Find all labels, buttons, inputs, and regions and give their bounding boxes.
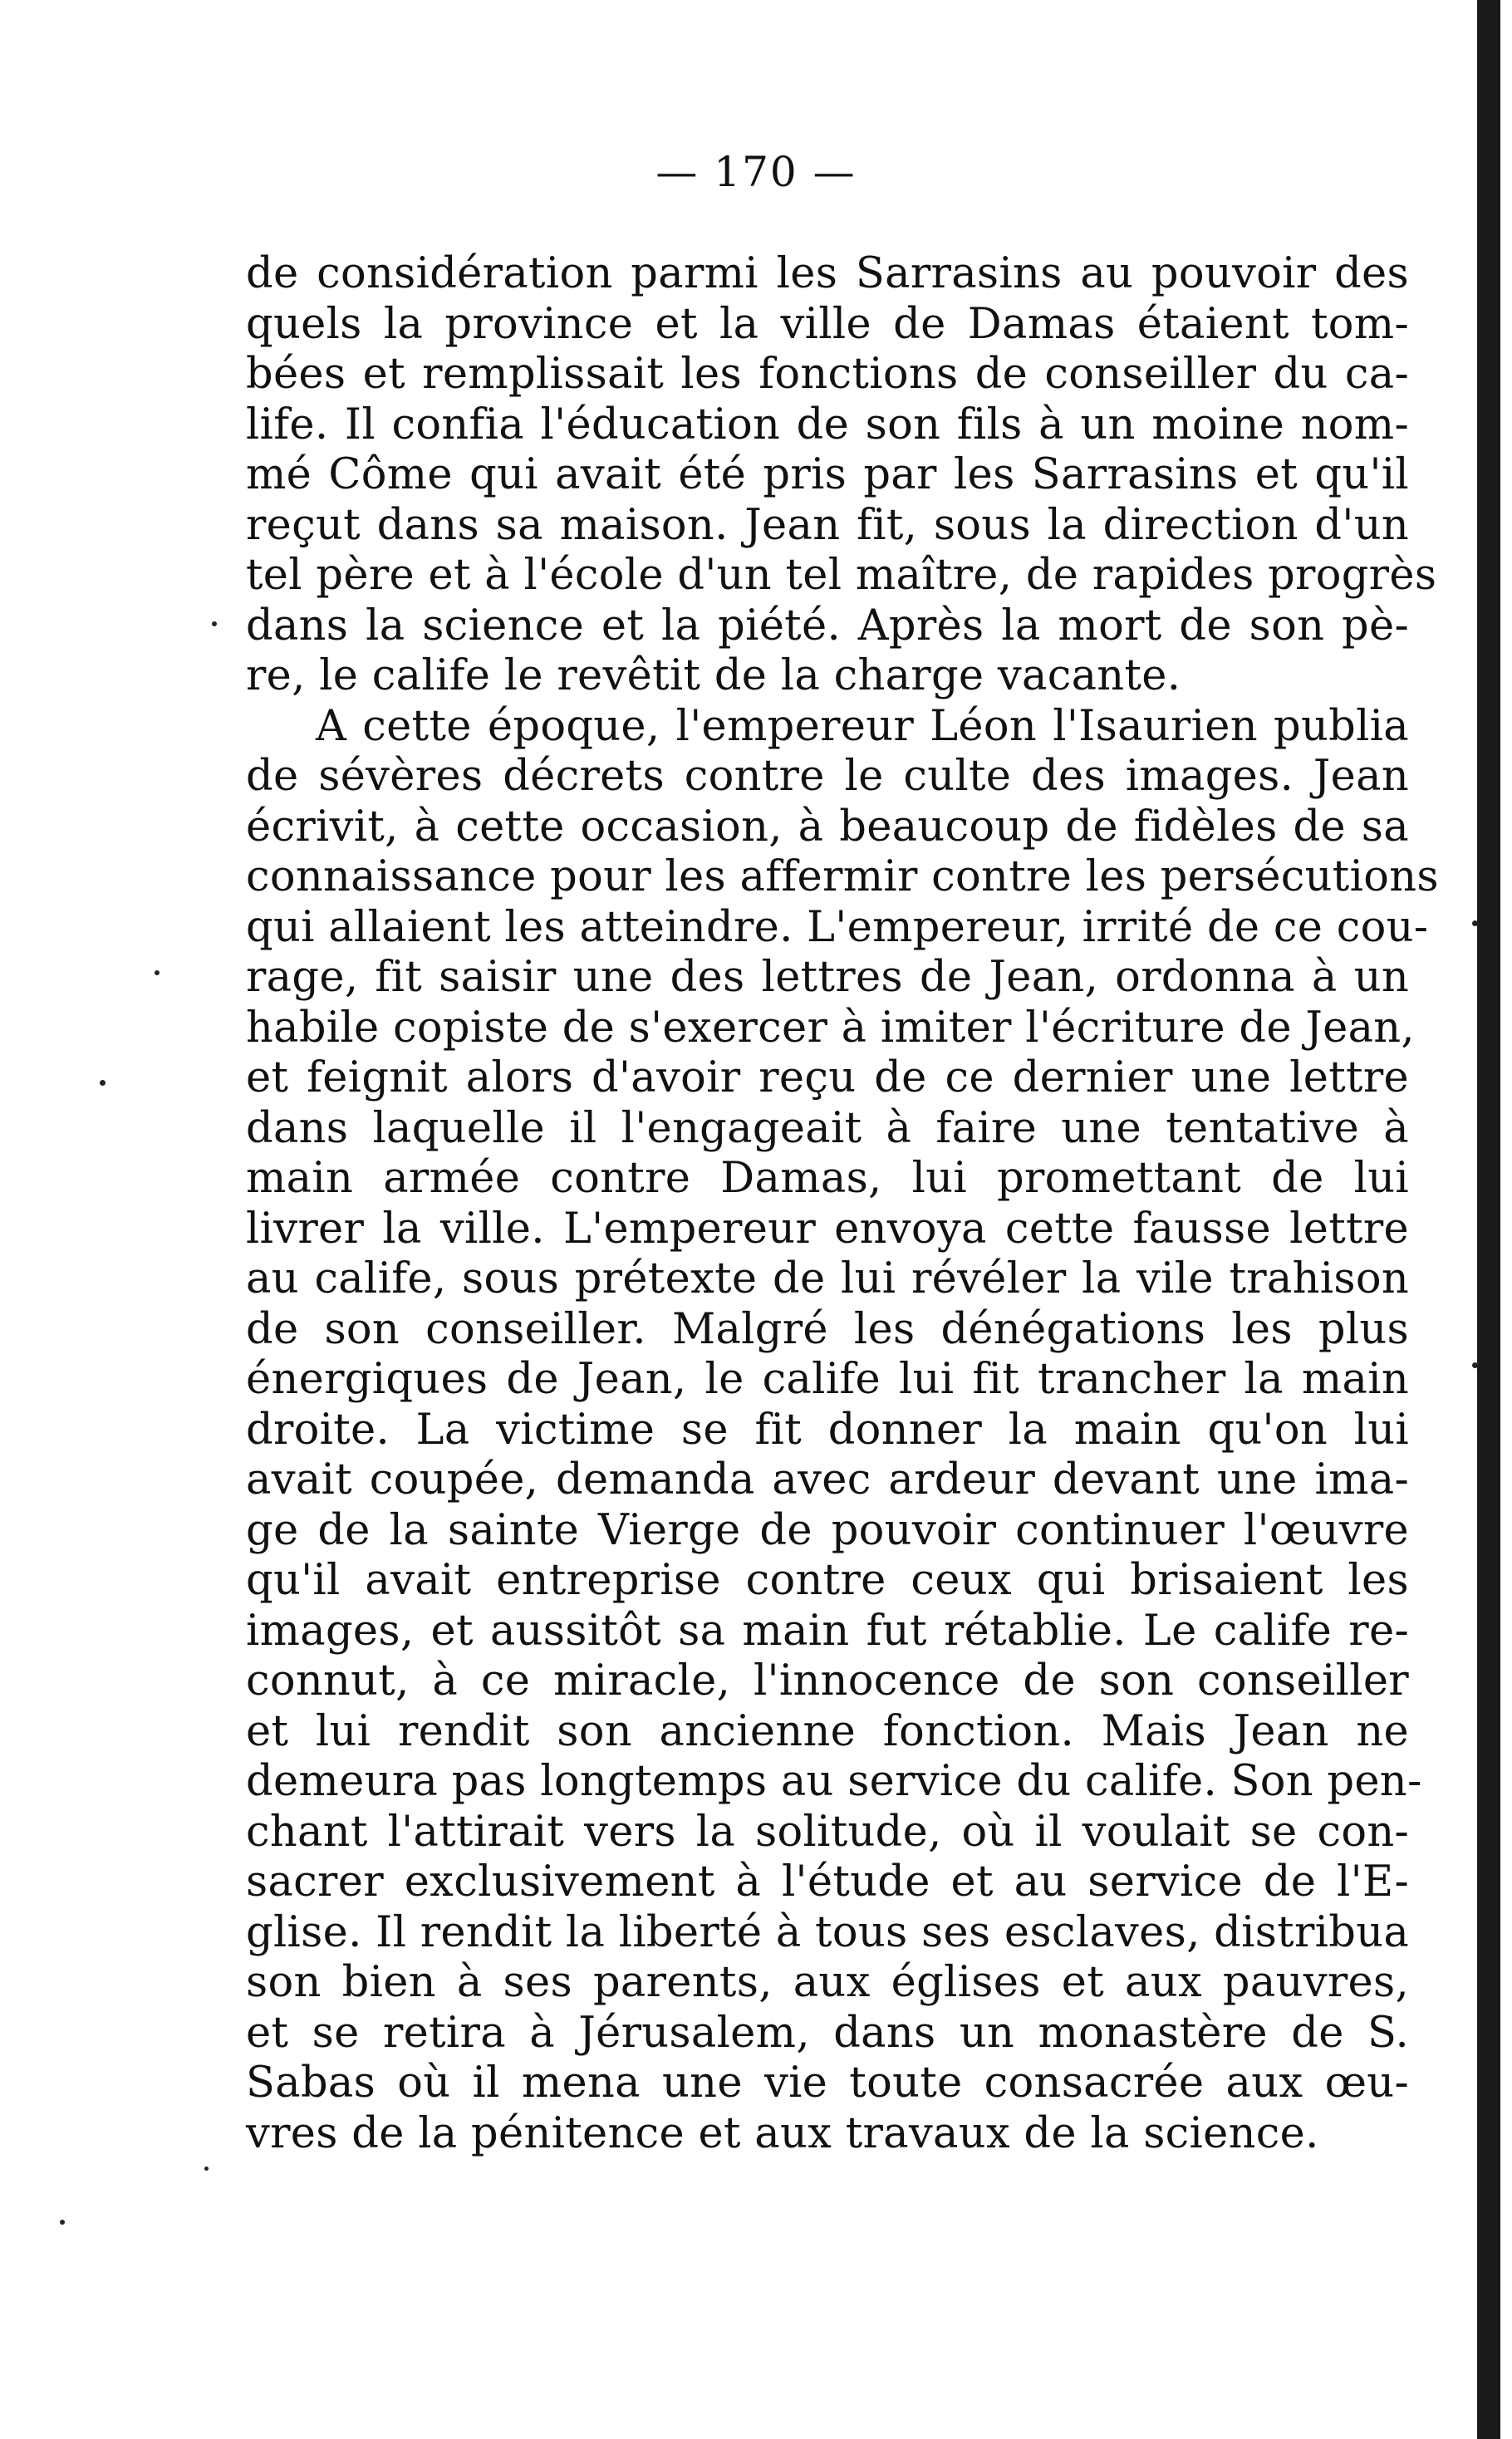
scan-speck (1472, 920, 1478, 926)
text-line: glise. Il rendit la liberté à tous ses esclaves, distribua (246, 1907, 1410, 1957)
text-line: habile copiste de s'exercer à imiter l'écriture de Jean, (246, 1003, 1415, 1053)
text-line: vres de la pénitence et aux travaux de la science. (246, 2108, 1319, 2158)
text-line: au calife, sous prétexte de lui révéler la vile trahison (246, 1254, 1409, 1303)
scan-speck (1472, 1362, 1478, 1368)
scan-speck (100, 1080, 106, 1086)
text-line: écrivit, à cette occasion, à beaucoup de fidèles de sa (246, 802, 1409, 851)
text-line: Sabas où il mena une vie toute consacrée aux œu- (246, 2059, 1409, 2108)
scan-speck (212, 621, 217, 626)
scan-speck (60, 2220, 65, 2225)
text-line: images, et aussitôt sa main fut rétablie. Le calife re- (246, 1606, 1409, 1656)
text-line: de son conseiller. Malgré les dénégations les plus (246, 1304, 1409, 1354)
text-line: sacrer exclusivement à l'étude et au service de l'E- (246, 1857, 1409, 1907)
text-line: qu'il avait entreprise contre ceux qui brisaient les (246, 1556, 1409, 1605)
text-line: quels la province et la ville de Damas étaient tom- (246, 299, 1409, 349)
text-line: de sévères décrets contre le culte des images. Jean (246, 752, 1409, 801)
text-line: et se retira à Jérusalem, dans un monastère de S. (246, 2008, 1409, 2058)
text-line: rage, fit saisir une des lettres de Jean, ordonna à un (246, 953, 1409, 1002)
text-line: main armée contre Damas, lui promettant de lui (246, 1154, 1409, 1203)
text-line: re, le calife le revêtit de la charge vacante. (246, 651, 1181, 700)
text-line: avait coupée, demanda avec ardeur devant une ima- (246, 1455, 1409, 1504)
text-line: son bien à ses parents, aux églises et aux pauvres, (246, 1958, 1409, 2007)
text-line: dans la science et la piété. Après la mort de son pè- (246, 601, 1409, 650)
page-edge-shadow (1477, 0, 1500, 2439)
text-line: et feignit alors d'avoir reçu de ce dernier une lettre (246, 1053, 1409, 1102)
text-line: mé Côme qui avait été pris par les Sarrasins et qu'il (246, 450, 1409, 499)
page-number: — 170 — (655, 148, 857, 196)
text-line: life. Il confia l'éducation de son fils à un moine nom- (246, 400, 1409, 449)
text-line: de considération parmi les Sarrasins au pouvoir des (246, 249, 1409, 298)
text-line: chant l'attirait vers la solitude, où il voulait se con- (246, 1807, 1409, 1857)
text-line: livrer la ville. L'empereur envoya cette fausse lettre (246, 1204, 1409, 1254)
body-text (246, 249, 1439, 2159)
text-line: ge de la sainte Vierge de pouvoir continuer l'œuvre (246, 1505, 1409, 1555)
text-line: dans laquelle il l'engageait à faire une tentative à (246, 1103, 1409, 1153)
text-line: connaissance pour les affermir contre les persécutions (246, 852, 1439, 901)
text-line: tel père et à l'école d'un tel maître, de rapides progrès (246, 551, 1437, 600)
text-line: demeura pas longtemps au service du calife. Son pen- (246, 1757, 1422, 1806)
text-line: droite. La victime se fit donner la main qu'on lui (246, 1405, 1409, 1455)
text-line: reçut dans sa maison. Jean fit, sous la direction d'un (246, 500, 1409, 550)
scan-speck (155, 970, 160, 975)
scan-speck (204, 2167, 209, 2171)
paragraph-first-line: A cette époque, l'empereur Léon l'Isaurien publia (316, 701, 1409, 751)
text-line: et lui rendit son ancienne fonction. Mais Jean ne (246, 1706, 1409, 1756)
text-line: qui allaient les atteindre. L'empereur, irrité de ce cou- (246, 902, 1429, 952)
text-line: bées et remplissait les fonctions de conseiller du ca- (246, 350, 1409, 399)
text-line: énergiques de Jean, le calife lui fit trancher la main (246, 1355, 1409, 1404)
text-line: connut, à ce miracle, l'innocence de son conseiller (246, 1656, 1409, 1705)
